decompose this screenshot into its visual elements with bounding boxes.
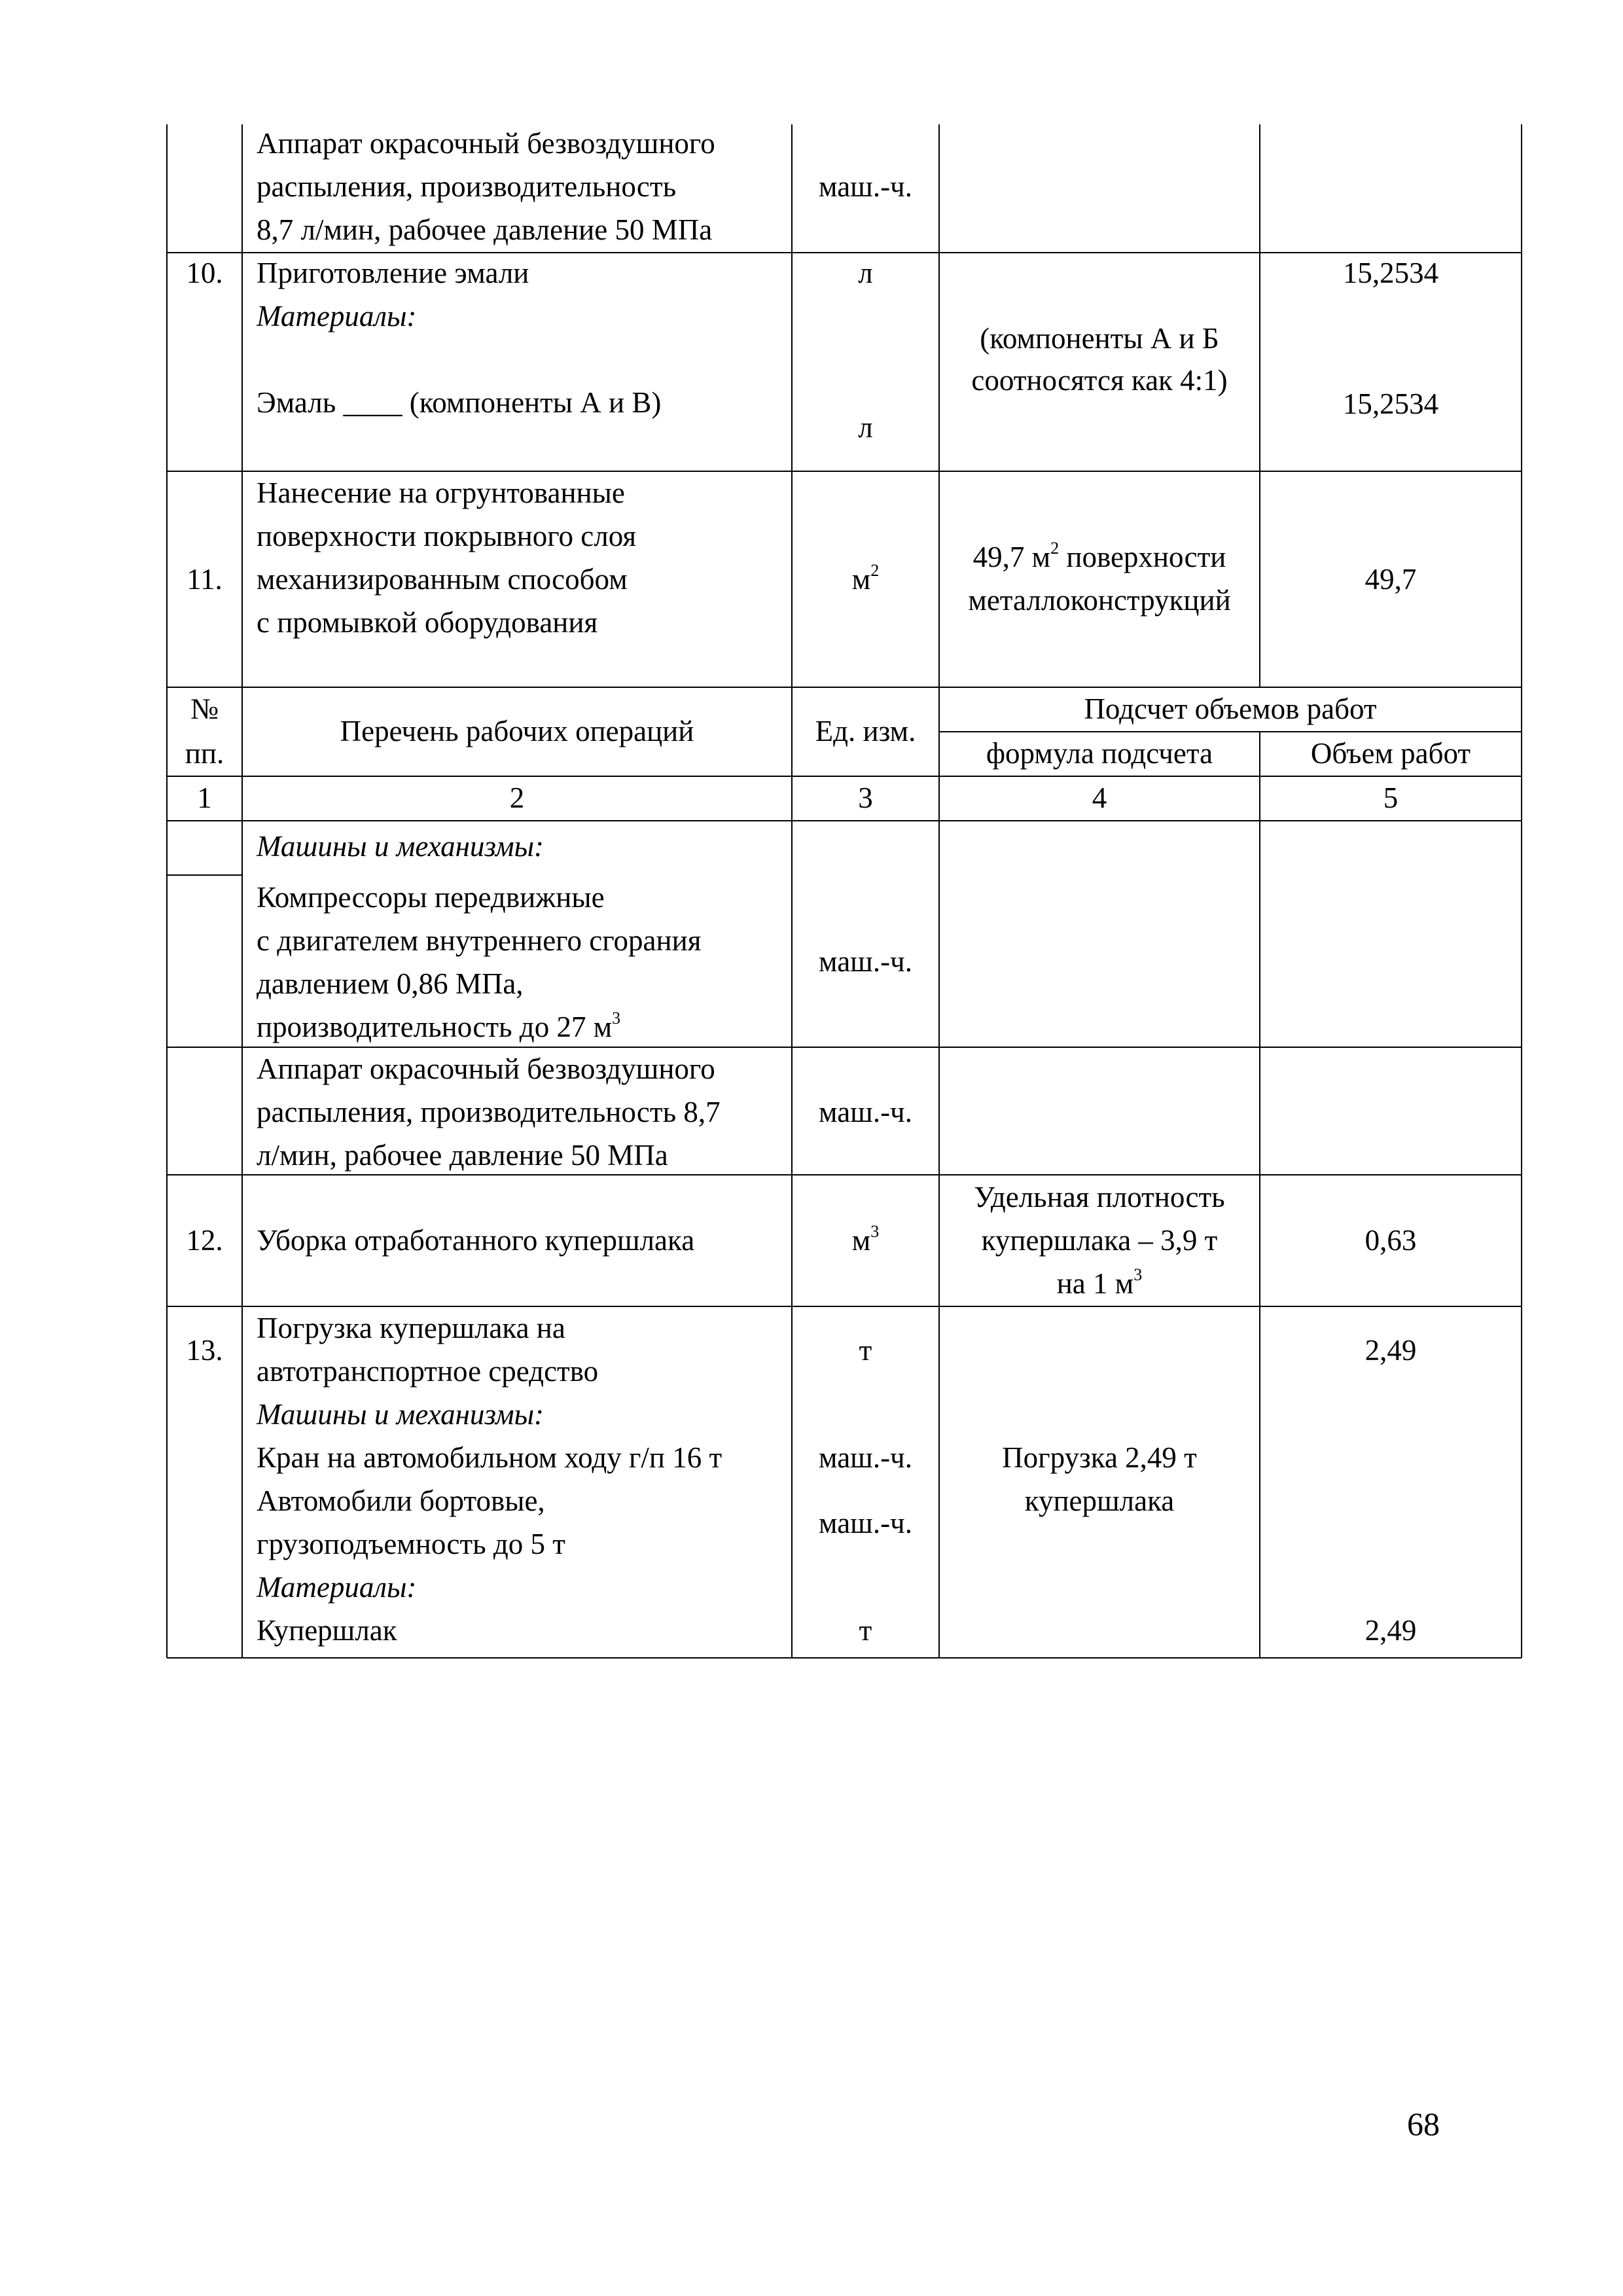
row13-formula-line2: купершлака — [1024, 1484, 1175, 1517]
row13-line1: Погрузка купершлака на — [257, 1312, 565, 1344]
sprayer-a-line2: распыления, производительность — [257, 170, 677, 203]
header-col-1: 1 — [197, 781, 212, 814]
row13-material: Купершлак — [257, 1614, 397, 1647]
compressor-line3: давлением 0,86 МПа, — [257, 967, 524, 1000]
row10-number: 10. — [186, 257, 223, 289]
row10-formula-line2: соотносятся как 4:1) — [971, 364, 1228, 397]
row10-unit-1: л — [858, 257, 873, 289]
row11-formula-line2: металлоконструкций — [968, 584, 1231, 617]
row11-line1: Нанесение на огрунтованные — [257, 476, 625, 509]
row13-trucks-line1: Автомобили бортовые, — [257, 1484, 545, 1517]
header-col-2: 2 — [509, 781, 525, 814]
sprayer-a-unit: маш.-ч. — [819, 170, 912, 203]
header-num-symbol: № — [190, 692, 219, 725]
row13-trucks-line2: грузоподъемность до 5 т — [257, 1528, 565, 1560]
row12-number: 12. — [186, 1224, 223, 1257]
row13-crane: Кран на автомобильном ходу г/п 16 т — [257, 1441, 722, 1474]
header-formula: формула подсчета — [986, 737, 1213, 770]
compressor-line4: производительность до 27 $м^3$ — [257, 1009, 621, 1043]
row13-unit-crane: маш.-ч. — [819, 1441, 912, 1474]
compressor-line2: с двигателем внутреннего сгорания — [257, 924, 702, 957]
header-volume-calc: Подсчет объемов работ — [1084, 692, 1377, 725]
row10-formula-line1: (компоненты А и Б — [980, 322, 1219, 355]
sprayer-b-line2: распыления, производительность 8,7 — [257, 1096, 721, 1128]
row13-unit-main: т — [859, 1334, 872, 1367]
row10-enamel-item: Эмаль ____ (компоненты А и В) — [257, 386, 662, 419]
header-unit: Ед. изм. — [815, 715, 916, 747]
row13-number: 13. — [186, 1334, 223, 1367]
header-col-5: 5 — [1383, 781, 1399, 814]
row11-number: 11. — [187, 563, 223, 596]
sprayer-b-line3: л/мин, рабочее давление 50 МПа — [257, 1139, 668, 1172]
row11-line3: механизированным способом — [257, 563, 628, 596]
row10-materials-label: Материалы: — [257, 300, 417, 332]
row13-unit-material: т — [859, 1614, 872, 1647]
sprayer-b-unit: маш.-ч. — [819, 1096, 912, 1128]
compressor-line1: Компрессоры передвижные — [257, 881, 605, 914]
row13-formula-line1: Погрузка 2,49 т — [1002, 1441, 1197, 1474]
page-number: 68 — [1407, 2106, 1440, 2142]
row13-unit-trucks: маш.-ч. — [819, 1507, 912, 1539]
row11-unit: $м^2$ — [851, 561, 880, 596]
row11-value: 49,7 — [1364, 563, 1417, 596]
header-volume: Объем работ — [1310, 737, 1471, 770]
row12-formula-line1: Удельная плотность — [974, 1181, 1225, 1213]
sprayer-a-line1: Аппарат окрасочный безвоздушного — [257, 127, 715, 160]
machines-label: Машины и механизмы: — [257, 830, 544, 863]
sprayer-b-line1: Аппарат окрасочный безвоздушного — [257, 1052, 715, 1085]
row13-machines-label: Машины и механизмы: — [257, 1398, 544, 1431]
header-col-4: 4 — [1092, 781, 1107, 814]
row13-value-main: 2,49 — [1364, 1334, 1417, 1367]
header-operations: Перечень рабочих операций — [340, 715, 694, 747]
row12-value: 0,63 — [1364, 1224, 1417, 1257]
row13-materials-label: Материалы: — [257, 1571, 417, 1604]
header-num-pp: пп. — [185, 737, 224, 770]
row10-title: Приготовление эмали — [257, 257, 529, 289]
header-col-3: 3 — [858, 781, 873, 814]
row10-unit-2: л — [858, 411, 873, 444]
row13-value-material: 2,49 — [1364, 1614, 1417, 1647]
row13-line2: автотранспортное средство — [257, 1355, 599, 1388]
row12-title: Уборка отработанного купершлака — [257, 1224, 695, 1257]
sprayer-a-line3: 8,7 л/мин, рабочее давление 50 МПа — [257, 213, 713, 246]
compressor-unit: маш.-ч. — [819, 945, 912, 978]
row11-line2: поверхности покрывного слоя — [257, 520, 637, 552]
row10-value-2: 15,2534 — [1342, 387, 1439, 420]
row12-formula-line3: на 1 $м^3$ — [1056, 1265, 1143, 1300]
row11-line4: с промывкой оборудования — [257, 606, 598, 639]
row11-formula-line1: 49,7 $м^2$ поверхности — [972, 539, 1226, 573]
row10-value-1: 15,2534 — [1342, 257, 1439, 289]
row12-unit: $м^3$ — [851, 1222, 880, 1257]
row12-formula-line2: купершлака – 3,9 т — [981, 1224, 1218, 1257]
